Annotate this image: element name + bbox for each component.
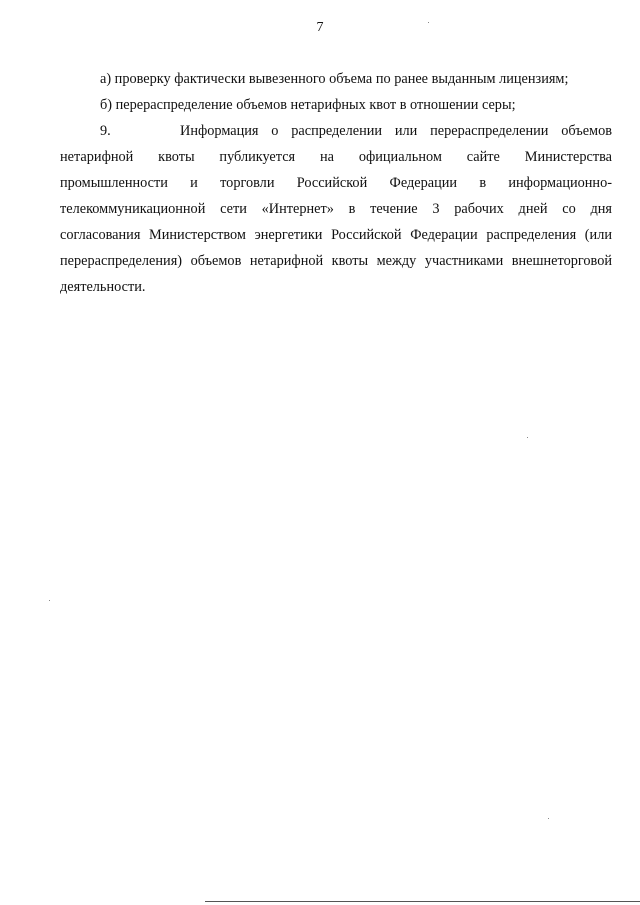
item-9-line-7: деятельности. [60,279,146,295]
item-9-line-2: нетарифной квоты публикуется на официальном сайте Министерства [60,149,612,165]
paragraph-item-a: а) проверку фактически вывезенного объема по ранее выданным лицензиям; [100,71,569,87]
scan-edge-line [205,901,640,902]
item-9-line-4: телекоммуникационной сети «Интернет» в течение 3 рабочих дней со дня [60,201,612,217]
item-9-number: 9. [100,123,111,139]
item-9-first-line [60,118,612,144]
item-9-line-1: Информация о распределении или перераспределении объемов [180,123,612,139]
document-body [60,66,612,300]
item-9-line-6: перераспределения) объемов нетарифной квоты между участниками внешнеторговой [60,253,612,269]
scan-speck [548,818,549,819]
scan-speck [49,600,50,601]
page-number: 7 [316,20,324,35]
paragraph-item-9 [60,118,612,300]
item-9-line-5: согласования Министерством энергетики Российской Федерации распределения (или [60,227,612,243]
scan-speck [527,437,528,438]
item-9-line-3: промышленности и торговли Российской Федерации в информационно- [60,175,612,191]
scan-speck [428,22,429,23]
paragraph-item-b: б) перераспределение объемов нетарифных квот в отношении серы; [100,97,516,113]
